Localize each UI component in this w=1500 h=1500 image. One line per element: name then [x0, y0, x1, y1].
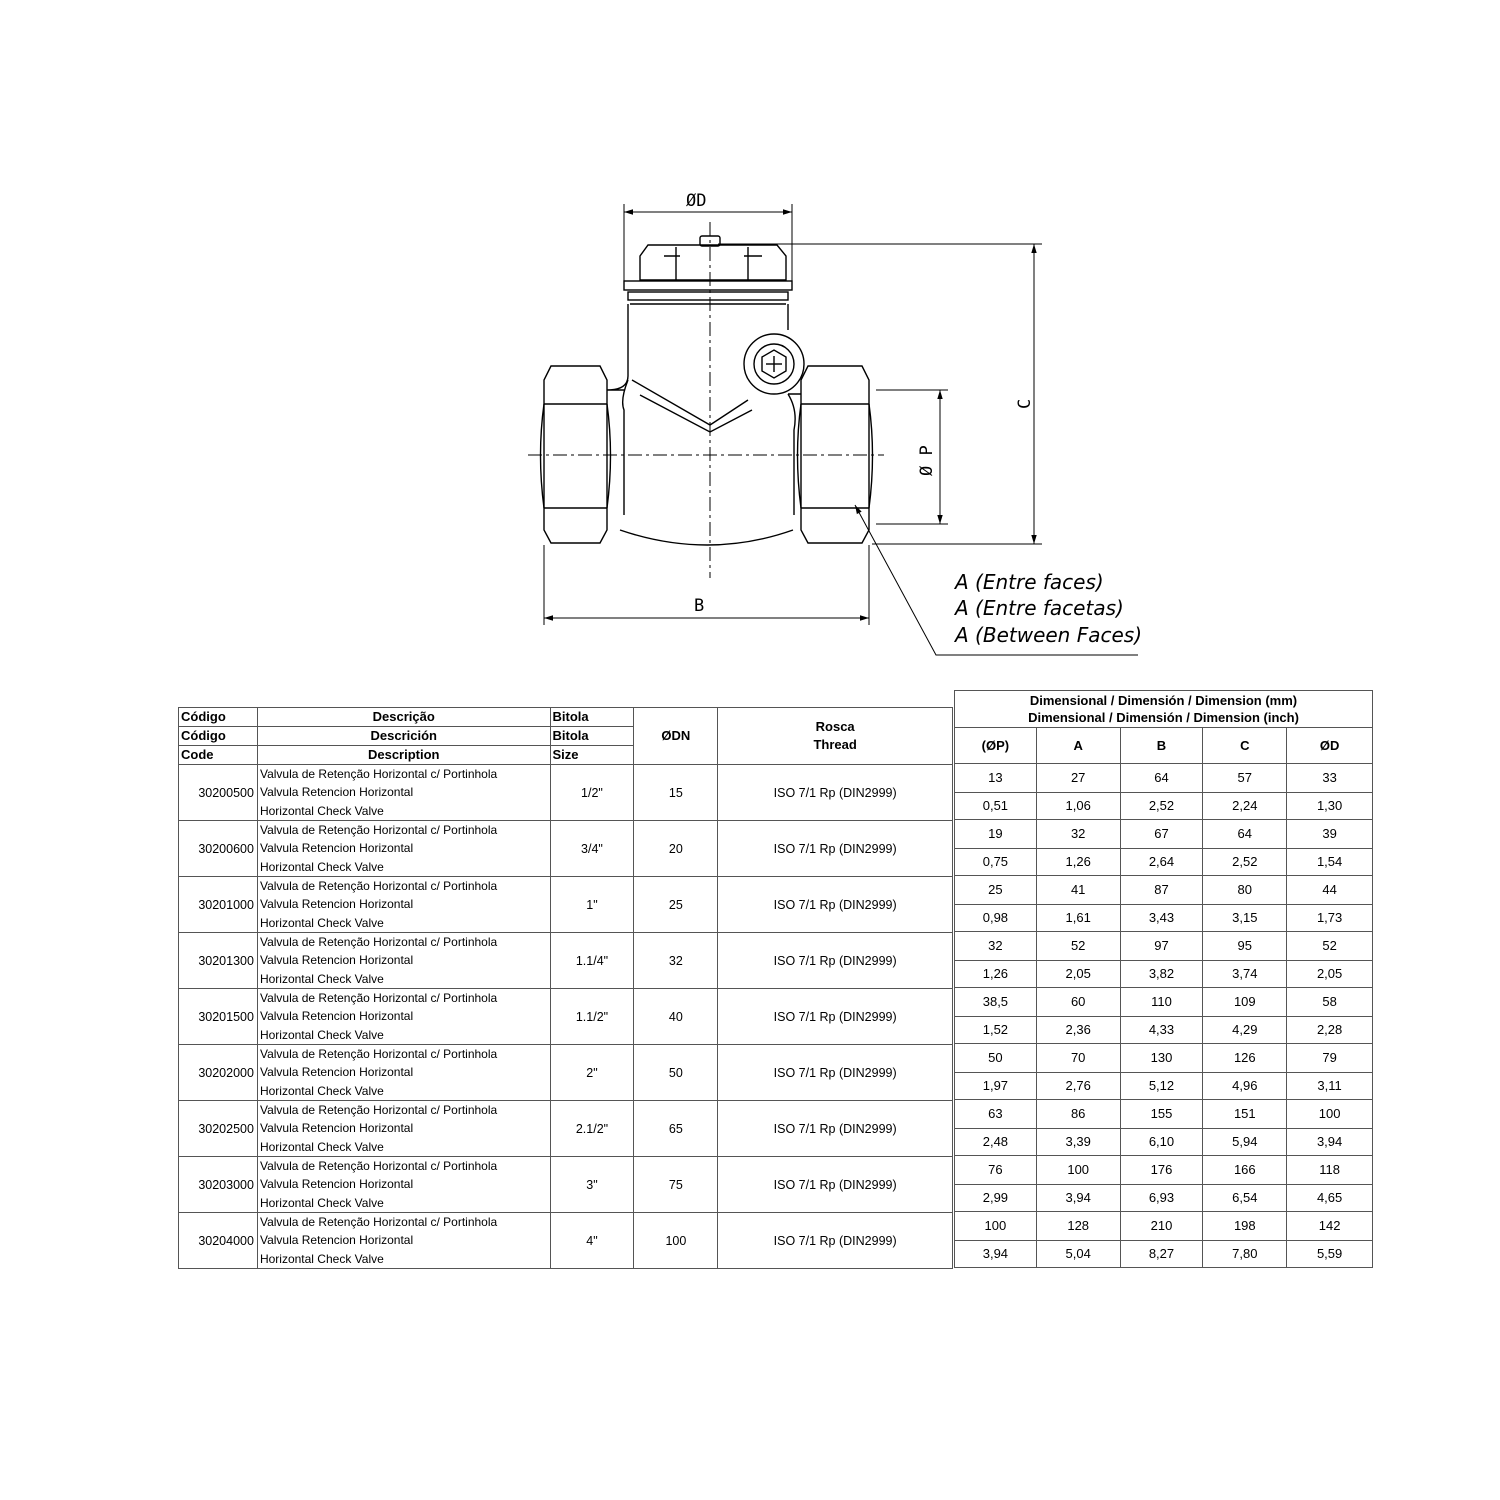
dim-row-mm: [955, 1212, 1373, 1241]
description-line: Horizontal Check Valve: [259, 803, 384, 818]
dim-cell: 41: [1036, 876, 1120, 905]
cell-code: 30201500: [179, 989, 258, 1045]
dim-cell: 1,73: [1287, 905, 1373, 932]
hdr-code-pt: Código: [179, 708, 258, 727]
dim-cell: 4,96: [1203, 1073, 1287, 1100]
cell-code: 30203000: [179, 1157, 258, 1213]
hdr-op: (ØP): [955, 728, 1037, 764]
dim-b-label: B: [694, 596, 705, 616]
description-line: Valvula Retencion Horizontal: [259, 785, 414, 800]
dim-row-mm: [955, 820, 1373, 849]
dim-row-mm: [955, 1156, 1373, 1185]
description-line: Valvula de Retenção Horizontal c/ Portinhola: [259, 823, 498, 837]
dim-cell: 1,61: [1036, 905, 1120, 932]
cell-code: 30200500: [179, 765, 258, 821]
dim-cell: 166: [1203, 1156, 1287, 1185]
cell-size: 3/4": [550, 821, 634, 877]
bonnet-cap: [640, 245, 786, 280]
dim-row-mm: [955, 876, 1373, 905]
hdr-thread: [718, 708, 953, 765]
dim-cell: 1,26: [1036, 849, 1120, 876]
dim-row-mm: [955, 988, 1373, 1017]
dim-row-inch: [955, 793, 1373, 820]
dim-row-inch: [955, 1129, 1373, 1156]
description-line: Valvula de Retenção Horizontal c/ Portinhola: [259, 767, 498, 781]
cell-thread: ISO 7/1 Rp (DIN2999): [718, 1157, 953, 1213]
cell-thread: ISO 7/1 Rp (DIN2999): [718, 989, 953, 1045]
table-row: [179, 1157, 953, 1213]
dim-cell: 1,52: [955, 1017, 1037, 1044]
cell-description: [257, 1101, 550, 1157]
dim-cell: 2,99: [955, 1185, 1037, 1212]
dim-cell: 100: [1036, 1156, 1120, 1185]
dim-cell: 142: [1287, 1212, 1373, 1241]
dim-cell: 100: [1287, 1100, 1373, 1129]
hdr-thread-en: Thread: [813, 737, 857, 752]
dim-cell: 2,52: [1120, 793, 1203, 820]
cell-size: 2.1/2": [550, 1101, 634, 1157]
hdr-dim-inch: Dimensional / Dimensión / Dimension (inch): [1028, 710, 1299, 725]
table-row: [179, 1045, 953, 1101]
hdr-thread-pt: Rosca: [815, 719, 855, 734]
hdr-c: C: [1203, 728, 1287, 764]
dim-row-mm: [955, 1100, 1373, 1129]
dim-cell: 3,82: [1120, 961, 1203, 988]
dim-cell: 1,30: [1287, 793, 1373, 820]
hdr-dimension: [955, 691, 1373, 728]
dim-cell: 128: [1036, 1212, 1120, 1241]
dim-cell: 25: [955, 876, 1037, 905]
dim-cell: 32: [1036, 820, 1120, 849]
cell-thread: ISO 7/1 Rp (DIN2999): [718, 877, 953, 933]
cell-code: 30201300: [179, 933, 258, 989]
cell-description: [257, 877, 550, 933]
cell-description: [257, 821, 550, 877]
dim-cell: 86: [1036, 1100, 1120, 1129]
dim-row-inch: [955, 1241, 1373, 1268]
description-line: Horizontal Check Valve: [259, 1027, 384, 1042]
description-line: Valvula de Retenção Horizontal c/ Portinhola: [259, 1215, 498, 1229]
cell-code: 30201000: [179, 877, 258, 933]
cell-size: 3": [550, 1157, 634, 1213]
cell-dn: 50: [634, 1045, 718, 1101]
cell-size: 1.1/2": [550, 989, 634, 1045]
description-line: Valvula Retencion Horizontal: [259, 1009, 414, 1024]
dim-cell: 76: [955, 1156, 1037, 1185]
dim-op-label: Ø P: [917, 445, 937, 476]
hdr-od: ØD: [1287, 728, 1373, 764]
dim-cell: 3,39: [1036, 1129, 1120, 1156]
dim-cell: 70: [1036, 1044, 1120, 1073]
description-line: Valvula Retencion Horizontal: [259, 1177, 414, 1192]
table-row: [179, 877, 953, 933]
description-line: Valvula Retencion Horizontal: [259, 953, 414, 968]
valve-technical-drawing: [0, 0, 1500, 690]
description-line: Valvula Retencion Horizontal: [259, 1121, 414, 1136]
cell-dn: 75: [634, 1157, 718, 1213]
dim-cell: 3,43: [1120, 905, 1203, 932]
bonnet-ring: [624, 281, 792, 290]
dim-cell: 58: [1287, 988, 1373, 1017]
dim-cell: 210: [1120, 1212, 1203, 1241]
description-line: Valvula Retencion Horizontal: [259, 897, 414, 912]
dim-cell: 5,12: [1120, 1073, 1203, 1100]
dim-cell: 32: [955, 932, 1037, 961]
table-row: [179, 933, 953, 989]
dim-row-inch: [955, 1185, 1373, 1212]
dim-row-inch: [955, 1017, 1373, 1044]
dim-row-mm: [955, 764, 1373, 793]
hdr-code-es: Código: [179, 727, 258, 746]
dim-cell: 3,74: [1203, 961, 1287, 988]
cell-size: 4": [550, 1213, 634, 1269]
hdr-size-pt: Bitola: [550, 708, 634, 727]
dim-cell: 38,5: [955, 988, 1037, 1017]
cell-size: 1/2": [550, 765, 634, 821]
dim-cell: 7,80: [1203, 1241, 1287, 1268]
dim-cell: 110: [1120, 988, 1203, 1017]
dim-cell: 50: [955, 1044, 1037, 1073]
cell-dn: 15: [634, 765, 718, 821]
dim-row-inch: [955, 1073, 1373, 1100]
dim-cell: 87: [1120, 876, 1203, 905]
description-line: Valvula de Retenção Horizontal c/ Portinhola: [259, 879, 498, 893]
dim-cell: 1,97: [955, 1073, 1037, 1100]
cell-thread: ISO 7/1 Rp (DIN2999): [718, 821, 953, 877]
dim-cell: 4,29: [1203, 1017, 1287, 1044]
cell-size: 1.1/4": [550, 933, 634, 989]
dimension-table: [954, 690, 1373, 1268]
dim-cell: 64: [1120, 764, 1203, 793]
cell-description: [257, 933, 550, 989]
dim-cell: 33: [1287, 764, 1373, 793]
table-row: [179, 821, 953, 877]
dim-cell: 4,33: [1120, 1017, 1203, 1044]
cell-description: [257, 1213, 550, 1269]
cell-thread: ISO 7/1 Rp (DIN2999): [718, 933, 953, 989]
description-line: Valvula Retencion Horizontal: [259, 841, 414, 856]
description-line: Valvula Retencion Horizontal: [259, 1065, 414, 1080]
dim-cell: 198: [1203, 1212, 1287, 1241]
description-line: Horizontal Check Valve: [259, 1139, 384, 1154]
dim-cell: 2,76: [1036, 1073, 1120, 1100]
table-row: [179, 989, 953, 1045]
dim-cell: 39: [1287, 820, 1373, 849]
dim-cell: 2,05: [1287, 961, 1373, 988]
description-line: Valvula de Retenção Horizontal c/ Portinhola: [259, 1159, 498, 1173]
note-a-en: A (Between Faces): [955, 623, 1142, 647]
dim-cell: 1,54: [1287, 849, 1373, 876]
cell-thread: ISO 7/1 Rp (DIN2999): [718, 765, 953, 821]
cell-dn: 40: [634, 989, 718, 1045]
dim-cell: 2,48: [955, 1129, 1037, 1156]
dim-cell: 1,06: [1036, 793, 1120, 820]
dim-cell: 63: [955, 1100, 1037, 1129]
dim-cell: 5,59: [1287, 1241, 1373, 1268]
dim-cell: 5,94: [1203, 1129, 1287, 1156]
dim-cell: 67: [1120, 820, 1203, 849]
dim-cell: 0,75: [955, 849, 1037, 876]
cell-description: [257, 1157, 550, 1213]
dim-cell: 80: [1203, 876, 1287, 905]
cell-dn: 65: [634, 1101, 718, 1157]
dim-cell: 52: [1287, 932, 1373, 961]
description-line: Valvula de Retenção Horizontal c/ Portinhola: [259, 1047, 498, 1061]
dim-cell: 109: [1203, 988, 1287, 1017]
dim-cell: 57: [1203, 764, 1287, 793]
dim-cell: 176: [1120, 1156, 1203, 1185]
dim-cell: 1,26: [955, 961, 1037, 988]
cell-code: 30204000: [179, 1213, 258, 1269]
cell-code: 30202000: [179, 1045, 258, 1101]
cell-dn: 32: [634, 933, 718, 989]
hdr-desc-pt: Descrição: [257, 708, 550, 727]
dim-cell: 8,27: [1120, 1241, 1203, 1268]
dim-row-mm: [955, 1044, 1373, 1073]
cell-thread: ISO 7/1 Rp (DIN2999): [718, 1101, 953, 1157]
table-row: [179, 1213, 953, 1269]
dim-cell: 19: [955, 820, 1037, 849]
dim-row-inch: [955, 961, 1373, 988]
dim-cell: 6,10: [1120, 1129, 1203, 1156]
hdr-dn: ØDN: [634, 708, 718, 765]
description-line: Horizontal Check Valve: [259, 1251, 384, 1266]
cell-dn: 20: [634, 821, 718, 877]
description-line: Horizontal Check Valve: [259, 1083, 384, 1098]
dim-cell: 0,98: [955, 905, 1037, 932]
note-a-es: A (Entre facetas): [955, 596, 1124, 620]
dim-row-inch: [955, 849, 1373, 876]
table-row: [179, 765, 953, 821]
dim-cell: 6,93: [1120, 1185, 1203, 1212]
hdr-desc-en: Description: [257, 746, 550, 765]
cell-size: 1": [550, 877, 634, 933]
dim-cell: 3,15: [1203, 905, 1287, 932]
dim-row-mm: [955, 932, 1373, 961]
dim-cell: 2,05: [1036, 961, 1120, 988]
dim-cell: 118: [1287, 1156, 1373, 1185]
description-line: Valvula de Retenção Horizontal c/ Portinhola: [259, 991, 498, 1005]
product-table: [178, 707, 953, 1269]
hdr-b: B: [1120, 728, 1203, 764]
description-line: Horizontal Check Valve: [259, 915, 384, 930]
description-line: Horizontal Check Valve: [259, 859, 384, 874]
dim-cell: 3,94: [955, 1241, 1037, 1268]
table-row: [179, 1101, 953, 1157]
cell-dn: 100: [634, 1213, 718, 1269]
dim-cell: 2,36: [1036, 1017, 1120, 1044]
dim-cell: 155: [1120, 1100, 1203, 1129]
dim-cell: 6,54: [1203, 1185, 1287, 1212]
dim-cell: 126: [1203, 1044, 1287, 1073]
dim-cell: 3,11: [1287, 1073, 1373, 1100]
hdr-desc-es: Descrición: [257, 727, 550, 746]
dim-cell: 27: [1036, 764, 1120, 793]
cell-thread: ISO 7/1 Rp (DIN2999): [718, 1213, 953, 1269]
cell-code: 30200600: [179, 821, 258, 877]
dim-cell: 52: [1036, 932, 1120, 961]
dim-cell: 151: [1203, 1100, 1287, 1129]
cell-code: 30202500: [179, 1101, 258, 1157]
cell-description: [257, 989, 550, 1045]
dim-cell: 130: [1120, 1044, 1203, 1073]
dim-cell: 2,24: [1203, 793, 1287, 820]
hdr-code-en: Code: [179, 746, 258, 765]
dim-cell: 44: [1287, 876, 1373, 905]
description-line: Horizontal Check Valve: [259, 1195, 384, 1210]
dim-cell: 4,65: [1287, 1185, 1373, 1212]
description-line: Valvula de Retenção Horizontal c/ Portinhola: [259, 935, 498, 949]
cell-description: [257, 765, 550, 821]
dim-row-inch: [955, 905, 1373, 932]
description-line: Valvula de Retenção Horizontal c/ Portinhola: [259, 1103, 498, 1117]
dim-cell: 79: [1287, 1044, 1373, 1073]
dim-cell: 5,04: [1036, 1241, 1120, 1268]
dim-cell: 64: [1203, 820, 1287, 849]
cell-size: 2": [550, 1045, 634, 1101]
dim-cell: 2,28: [1287, 1017, 1373, 1044]
description-line: Valvula Retencion Horizontal: [259, 1233, 414, 1248]
valve-body: [607, 376, 801, 545]
description-line: Horizontal Check Valve: [259, 971, 384, 986]
hdr-size-es: Bitola: [550, 727, 634, 746]
cell-dn: 25: [634, 877, 718, 933]
hdr-size-en: Size: [550, 746, 634, 765]
dim-cell: 3,94: [1036, 1185, 1120, 1212]
dim-c-label: C: [1015, 398, 1035, 409]
cell-description: [257, 1045, 550, 1101]
note-a-pt: A (Entre faces): [955, 570, 1104, 594]
cell-thread: ISO 7/1 Rp (DIN2999): [718, 1045, 953, 1101]
dim-cell: 2,52: [1203, 849, 1287, 876]
hdr-a: A: [1036, 728, 1120, 764]
dim-cell: 60: [1036, 988, 1120, 1017]
dim-od-label: ØD: [686, 191, 707, 211]
dim-cell: 13: [955, 764, 1037, 793]
hdr-dim-mm: Dimensional / Dimensión / Dimension (mm): [1029, 693, 1298, 708]
dim-cell: 3,94: [1287, 1129, 1373, 1156]
dim-cell: 100: [955, 1212, 1037, 1241]
dim-cell: 2,64: [1120, 849, 1203, 876]
dim-cell: 95: [1203, 932, 1287, 961]
dim-cell: 0,51: [955, 793, 1037, 820]
dim-cell: 97: [1120, 932, 1203, 961]
